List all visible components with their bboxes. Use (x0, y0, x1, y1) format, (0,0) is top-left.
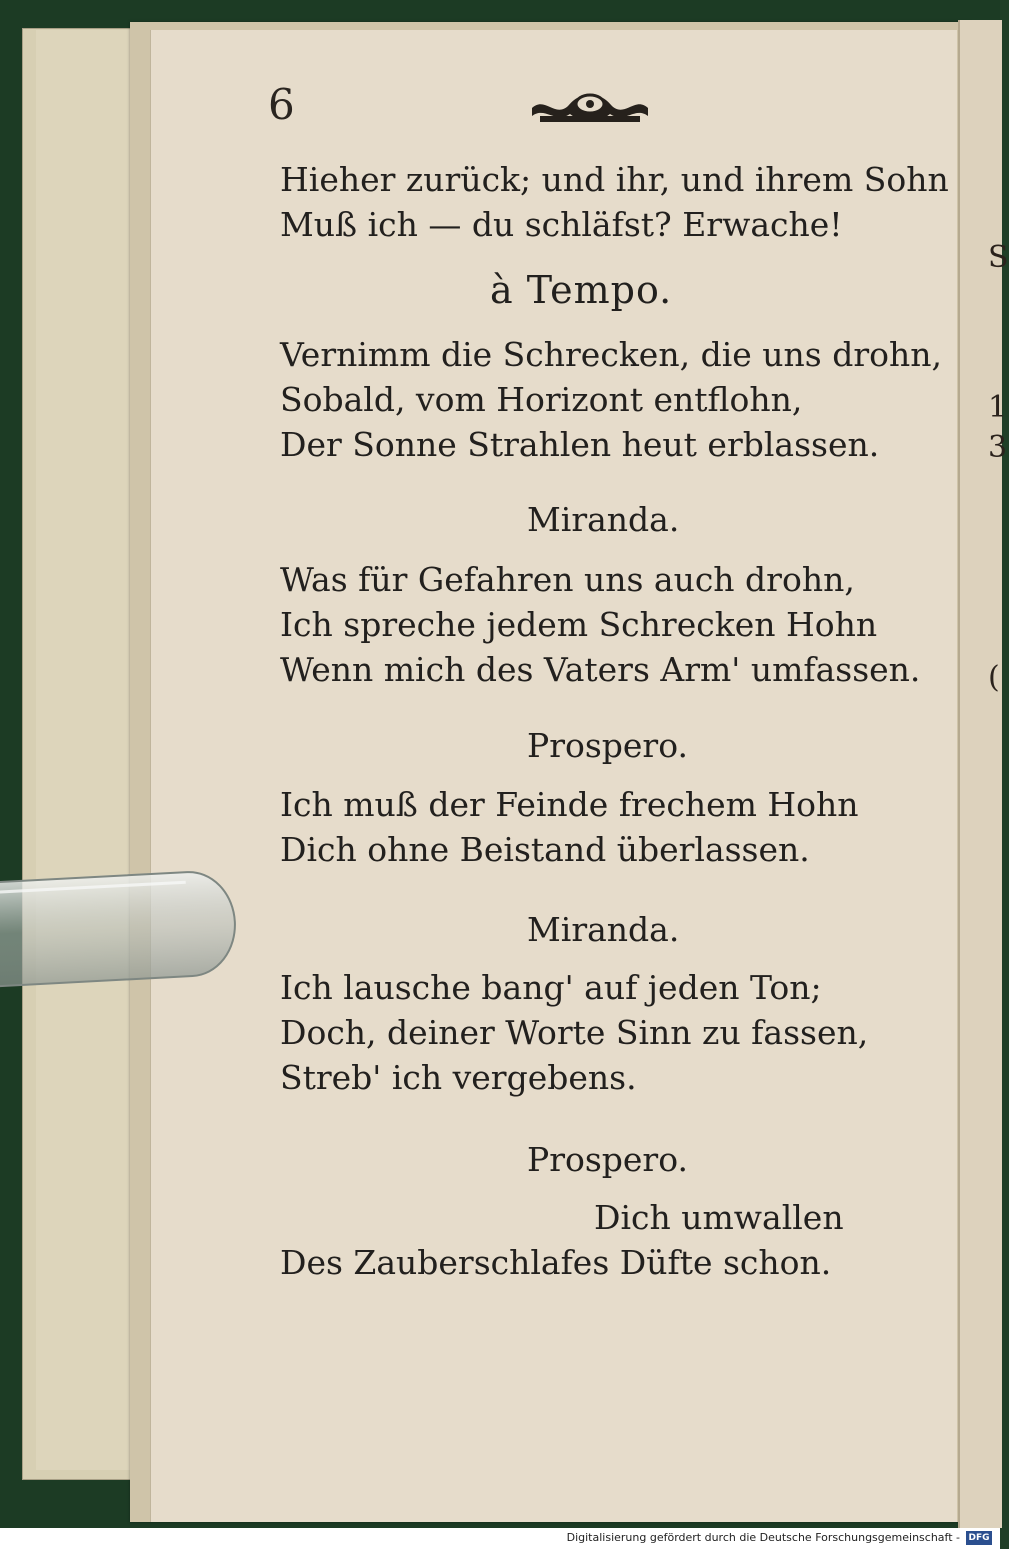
page-number: 6 (268, 80, 295, 129)
verse-line: Was für Gefahren uns auch drohn, (280, 560, 855, 599)
facing-page-edge (958, 20, 1009, 1528)
verse-line: Der Sonne Strahlen heut erblassen. (280, 425, 880, 464)
facing-page-glyph: 1 (988, 390, 1008, 425)
verse-line: Ich muß der Feinde frechem Hohn (280, 785, 859, 824)
glass-clip (0, 862, 243, 995)
speaker-name: Prospero. (527, 1140, 688, 1179)
facing-page-glyph: S (988, 240, 1009, 275)
verse-line: Des Zauberschlafes Düfte schon. (280, 1243, 832, 1282)
tempo-marking: à Tempo. (490, 268, 673, 312)
verse-line: Dich ohne Beistand überlassen. (280, 830, 810, 869)
verse-line: Doch, deiner Worte Sinn zu fassen, (280, 1013, 869, 1052)
speaker-name: Miranda. (527, 910, 680, 949)
verse-line: Muß ich — du schläfst? Erwache! (280, 205, 843, 244)
dfg-logo: DFG (966, 1531, 992, 1545)
speaker-name: Miranda. (527, 500, 680, 539)
funding-credit: Digitalisierung gefördert durch die Deutsche Forschungsgemeinschaft - (566, 1531, 960, 1544)
verse-line: Dich umwallen (594, 1198, 844, 1237)
verse-line: Hieher zurück; und ihr, und ihrem Sohn (280, 160, 949, 199)
footer-bar (0, 1528, 1000, 1549)
verse-line: Ich lausche bang' auf jeden Ton; (280, 968, 822, 1007)
facing-page-glyph: ( (988, 660, 1000, 695)
facing-page-glyph: 3 (988, 430, 1008, 465)
verse-line: Wenn mich des Vaters Arm' umfassen. (280, 650, 921, 689)
verse-line: Streb' ich vergebens. (280, 1058, 637, 1097)
book-page (150, 30, 957, 1522)
verse-line: Vernimm die Schrecken, die uns drohn, (280, 335, 942, 374)
speaker-name: Prospero. (527, 726, 688, 765)
verse-line: Sobald, vom Horizont entflohn, (280, 380, 803, 419)
ornament-icon (530, 86, 650, 126)
verse-line: Ich spreche jedem Schrecken Hohn (280, 605, 878, 644)
